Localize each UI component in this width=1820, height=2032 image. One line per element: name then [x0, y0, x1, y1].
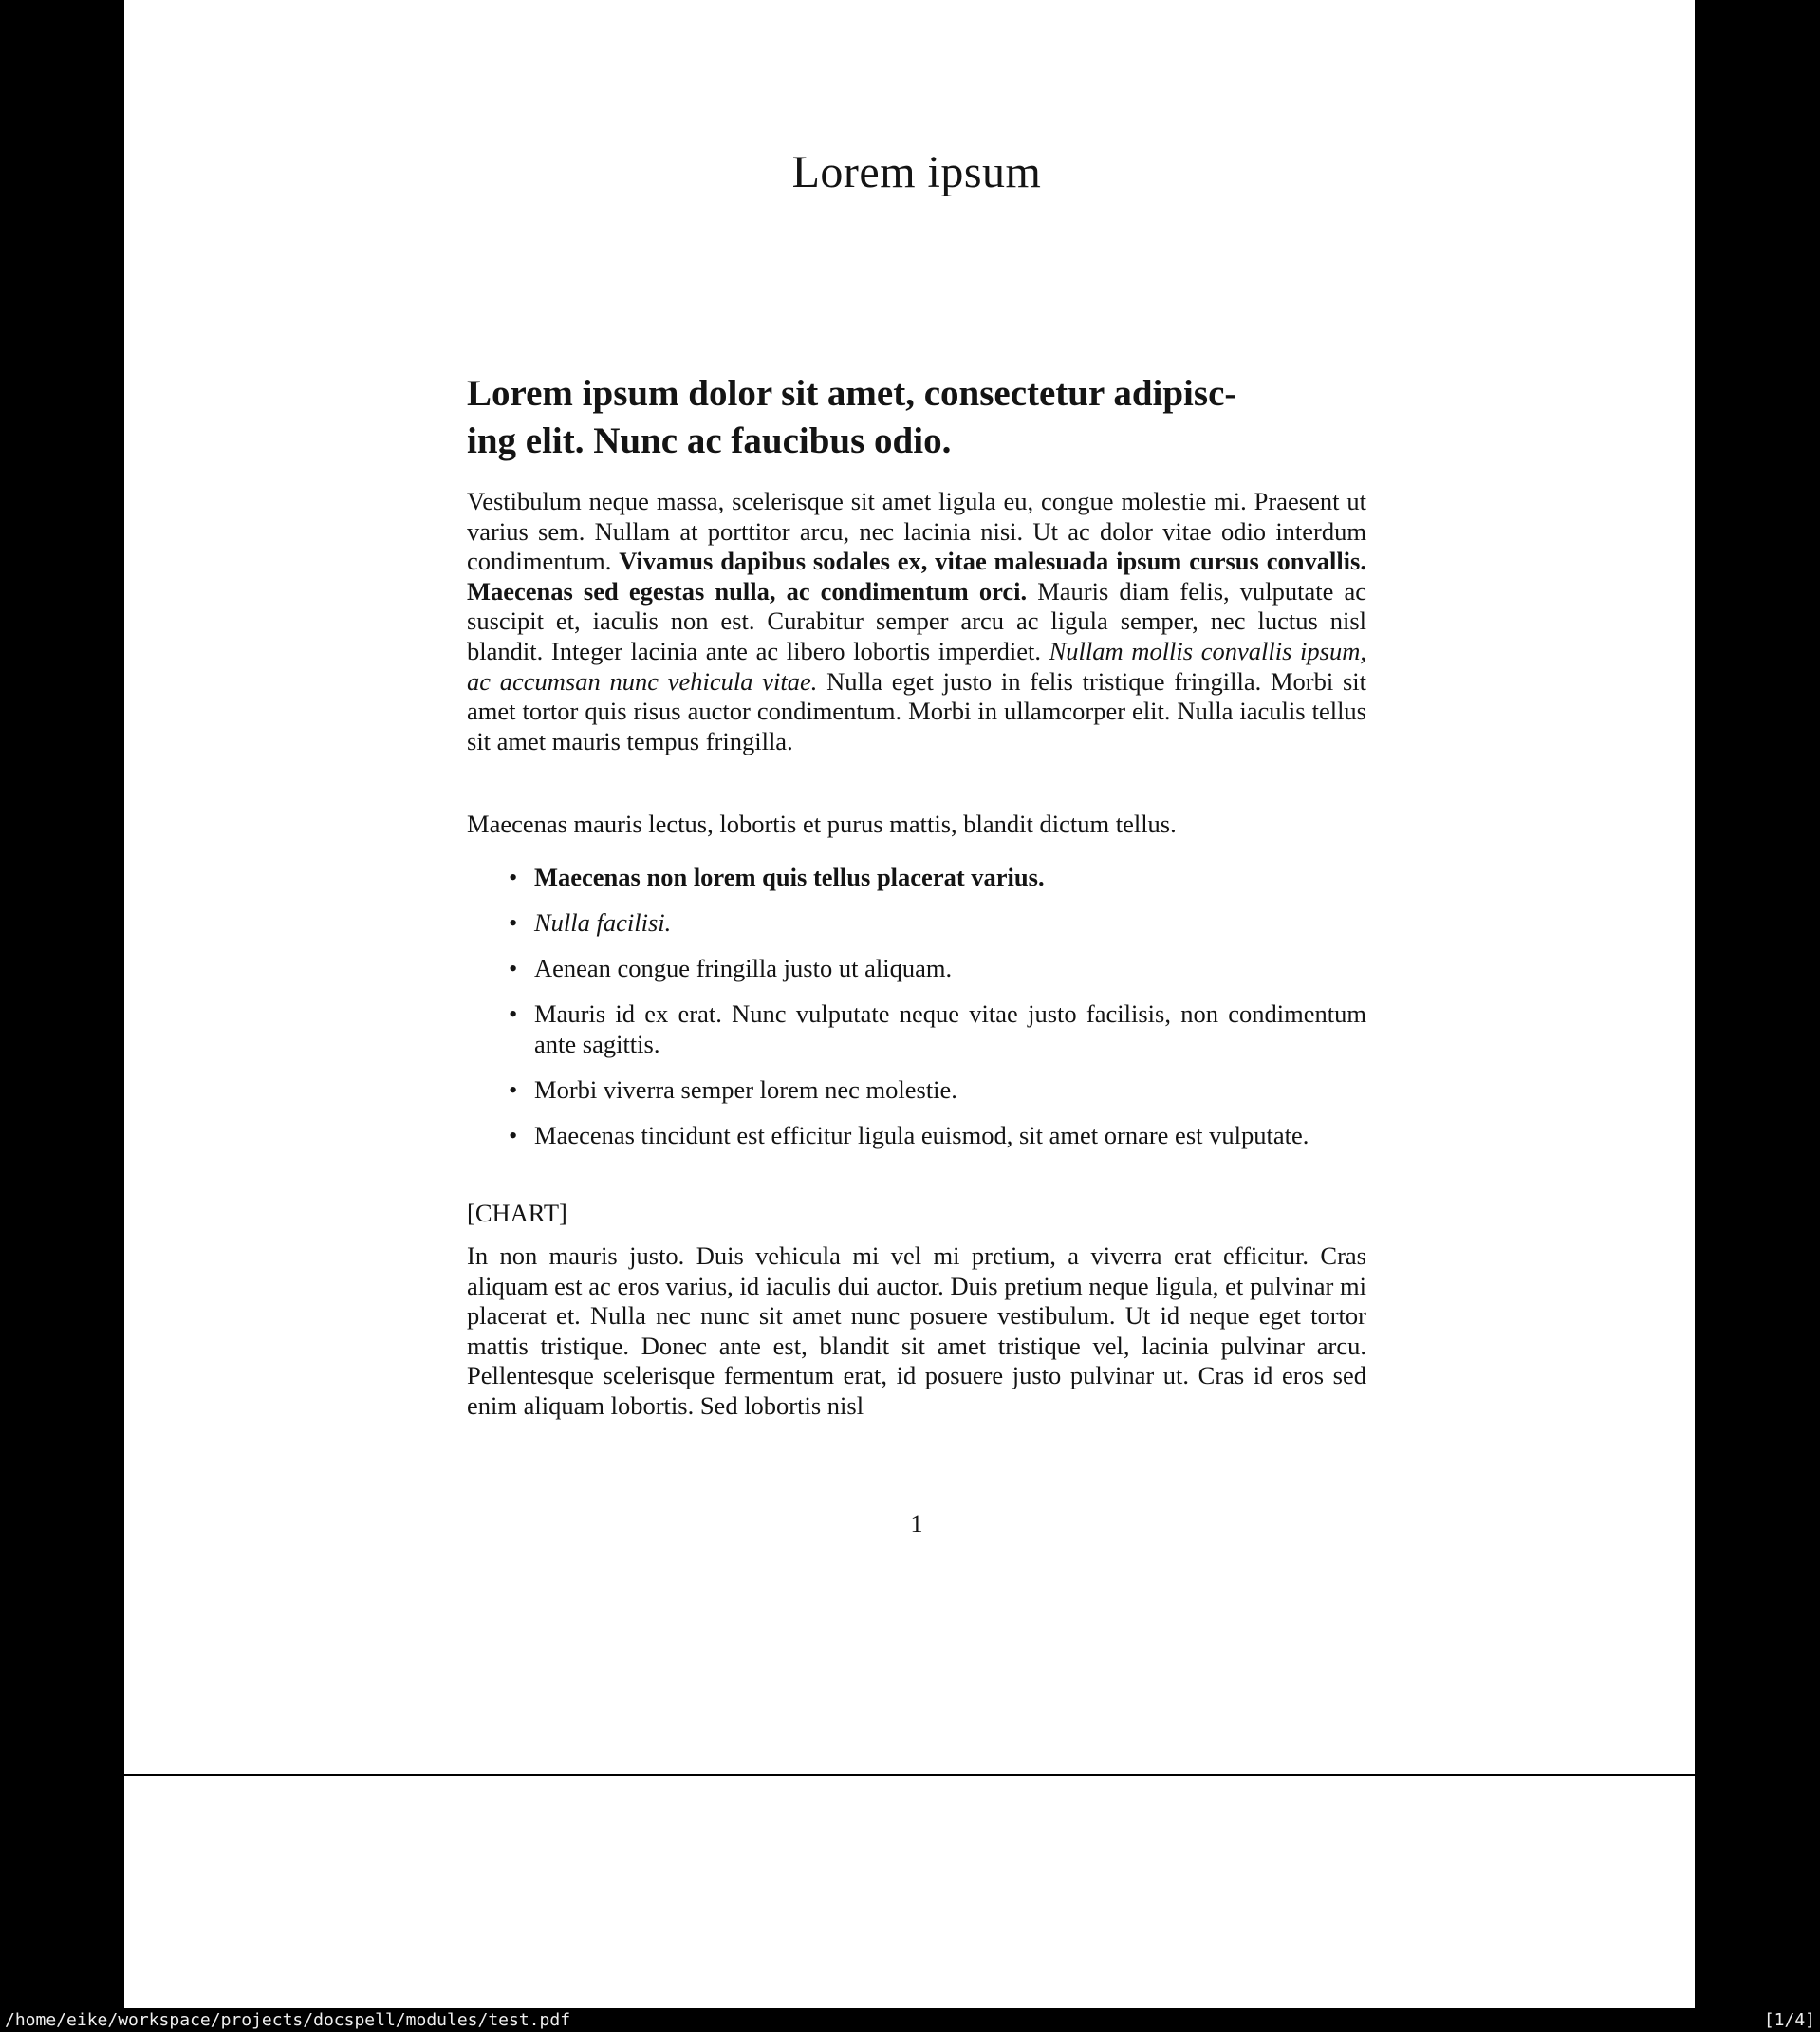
statusbar-page-indicator: [1/4] [1763, 2010, 1815, 2030]
list-item: • Maecenas tincidunt est efficitur ligula euismod, sit amet ornare est vulputate. [467, 1121, 1366, 1151]
section-heading [467, 370, 1366, 465]
statusbar [0, 2008, 1820, 2032]
list-item: • Aenean congue fringilla justo ut aliquam. [467, 954, 1366, 984]
list-item: • Maecenas non lorem quis tellus placerat varius. [467, 863, 1366, 893]
body-paragraph-1: Vestibulum neque massa, scelerisque sit amet ligula eu, congue molestie mi. Praesent ut varius sem. Nullam at porttitor arcu, nec lacinia nisi. Ut ac dolor vitae odio interdum condimentum. Vivamus dapibus sodales ex, vitae malesuada ipsum cursus convallis. Maecenas sed egestas nulla, ac condimentum orci. Mauris diam felis, vulputate ac suscipit et, iaculis non est. Curabitur semper arcu ac ligula semper, nec luctus nisl blandit. Integer lacinia ante ac libero lobortis imperdiet. Nullam mollis convallis ipsum, ac accumsan nunc vehicula vitae. Nulla eget justo in felis tristique fringilla. Morbi sit amet tortor quis risus auctor condimentum. Morbi in ullamcorper elit. Nulla iaculis tellus sit amet mauris tempus fringilla. [467, 487, 1366, 755]
page-number: 1 [910, 1509, 923, 1538]
section-heading-line-2: ing elit. Nunc ac faucibus odio. [467, 420, 952, 461]
body-paragraph-3: In non mauris justo. Duis vehicula mi vel mi pretium, a viverra erat efficitur. Cras aliquam est ac eros varius, id iaculis dui auctor. Duis pretium neque ligula, et pulvinar mi placerat et. Nulla nec nunc sit amet nunc posuere vestibulum. Ut id neque eget tortor mattis tristique. Donec ante est, blandit sit amet tristique vel, lacinia pulvinar arcu. Pellentesque scelerisque fermentum erat, id posuere justo pulvinar ut. Cras id eros sed enim aliquam lobortis. Sed lobortis nisl [467, 1241, 1366, 1420]
section-heading-line-1: Lorem ipsum dolor sit amet, consectetur adipisc- [467, 373, 1237, 414]
statusbar-filepath: /home/eike/workspace/projects/docspell/modules/test.pdf [5, 2010, 571, 2030]
list-item: • Mauris id ex erat. Nunc vulputate neque vitae justo facilisis, non condimentum ante sagittis. [467, 999, 1366, 1059]
bullet-list [467, 863, 1366, 1166]
document-title: Lorem ipsum [791, 147, 1042, 197]
body-paragraph-2: Maecenas mauris lectus, lobortis et purus mattis, blandit dictum tellus. [467, 810, 1177, 838]
list-item: • Nulla facilisi. [467, 908, 1366, 939]
list-item: • Morbi viverra semper lorem nec molestie. [467, 1075, 1366, 1106]
pdf-page-1[interactable] [124, 0, 1695, 1774]
pdf-page-2-top[interactable] [124, 1776, 1695, 2008]
chart-placeholder-text: [CHART] [467, 1199, 567, 1227]
